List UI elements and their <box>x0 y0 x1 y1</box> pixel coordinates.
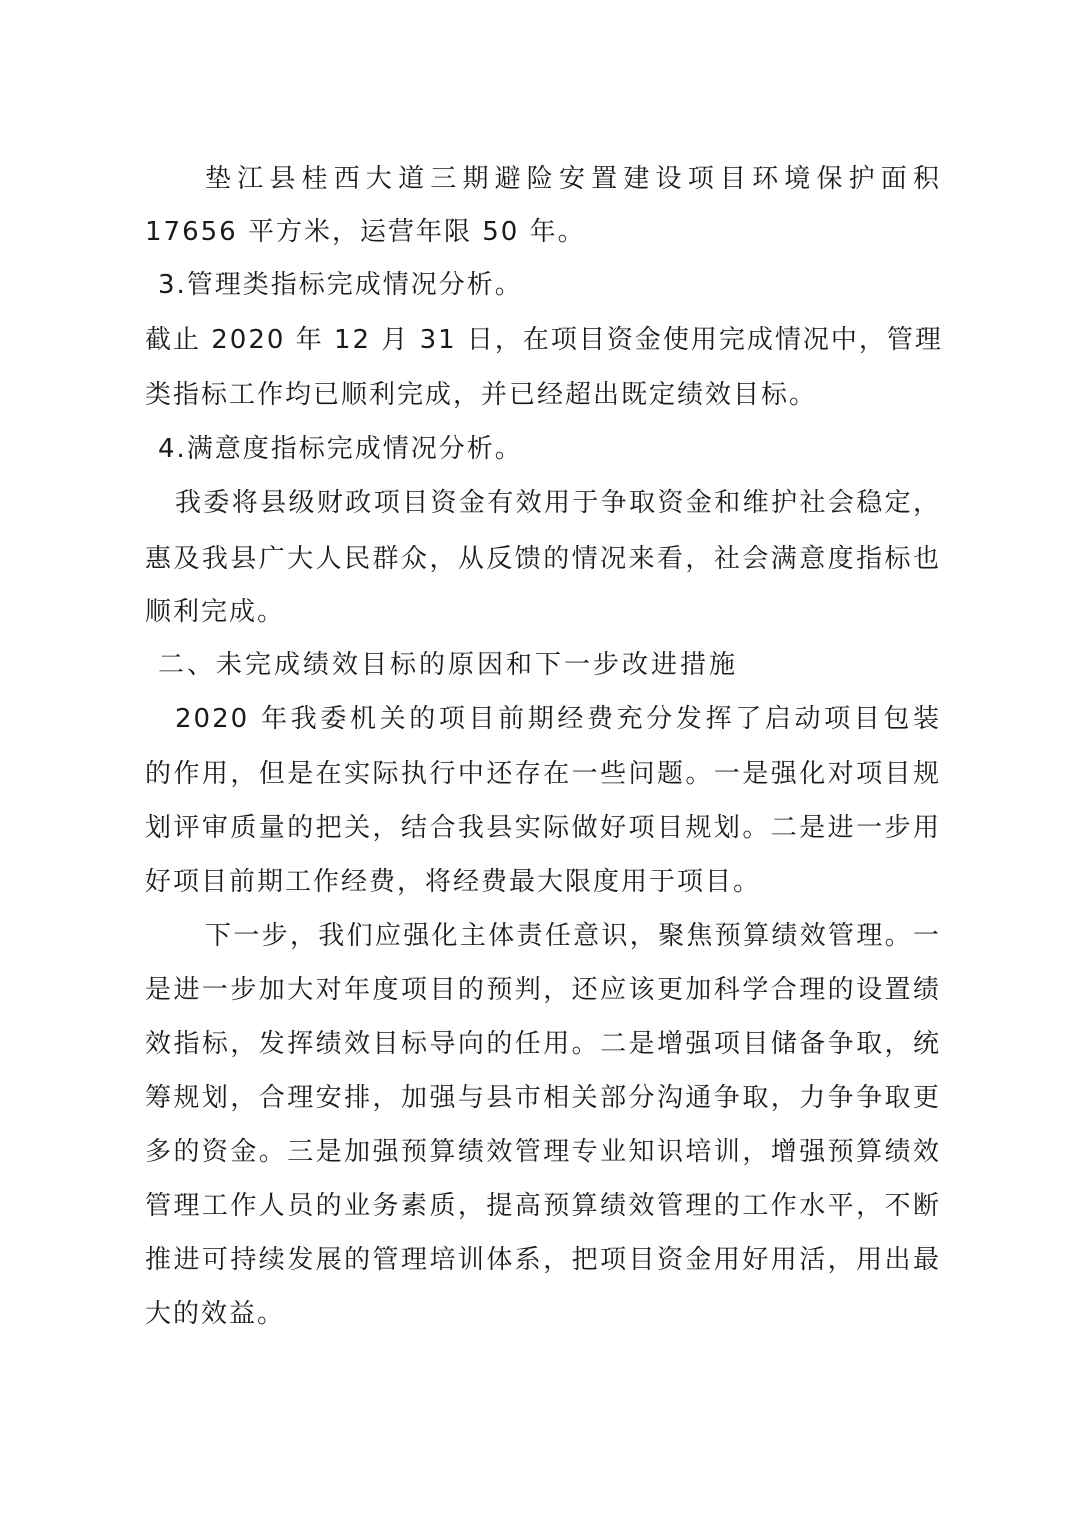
paragraph-line: 划评审质量的把关，结合我县实际做好项目规划。二是进一步用 <box>145 813 941 843</box>
paragraph-line: 垫江县桂西大道三期避险安置建设项目环境保护面积 <box>205 164 941 194</box>
paragraph-line: 惠及我县广大人民群众，从反馈的情况来看，社会满意度指标也 <box>145 544 941 574</box>
paragraph-line: 效指标，发挥绩效目标导向的任用。二是增强项目储备争取，统 <box>145 1029 941 1059</box>
paragraph-line: 17656 平方米，运营年限 50 年。 <box>145 217 586 247</box>
paragraph-line: 筹规划，合理安排，加强与县市相关部分沟通争取，力争争取更 <box>145 1083 941 1113</box>
paragraph-line: 截止 2020 年 12 月 31 日，在项目资金使用完成情况中，管理 <box>145 325 943 355</box>
section-heading: 4.满意度指标完成情况分析。 <box>158 434 523 464</box>
paragraph-line: 我委将县级财政项目资金有效用于争取资金和维护社会稳定， <box>175 488 941 518</box>
paragraph-line: 管理工作人员的业务素质，提高预算绩效管理的工作水平，不断 <box>145 1191 941 1221</box>
paragraph-line: 的作用，但是在实际执行中还存在一些问题。一是强化对项目规 <box>145 759 941 789</box>
paragraph-line: 推进可持续发展的管理培训体系，把项目资金用好用活，用出最 <box>145 1245 941 1275</box>
paragraph-line: 好项目前期工作经费，将经费最大限度用于项目。 <box>145 867 762 897</box>
paragraph-line: 下一步，我们应强化主体责任意识，聚焦预算绩效管理。一 <box>205 921 941 951</box>
paragraph-line: 大的效益。 <box>145 1299 286 1329</box>
paragraph-line: 类指标工作均已顺利完成，并已经超出既定绩效目标。 <box>145 380 818 410</box>
paragraph-line: 2020 年我委机关的项目前期经费充分发挥了启动项目包装 <box>175 704 941 734</box>
paragraph-line: 是进一步加大对年度项目的预判，还应该更加科学合理的设置绩 <box>145 975 941 1005</box>
paragraph-line: 多的资金。三是加强预算绩效管理专业知识培训，增强预算绩效 <box>145 1137 941 1167</box>
paragraph-line: 顺利完成。 <box>145 597 286 627</box>
section-heading: 二、未完成绩效目标的原因和下一步改进措施 <box>158 650 739 680</box>
section-heading: 3.管理类指标完成情况分析。 <box>158 270 523 300</box>
